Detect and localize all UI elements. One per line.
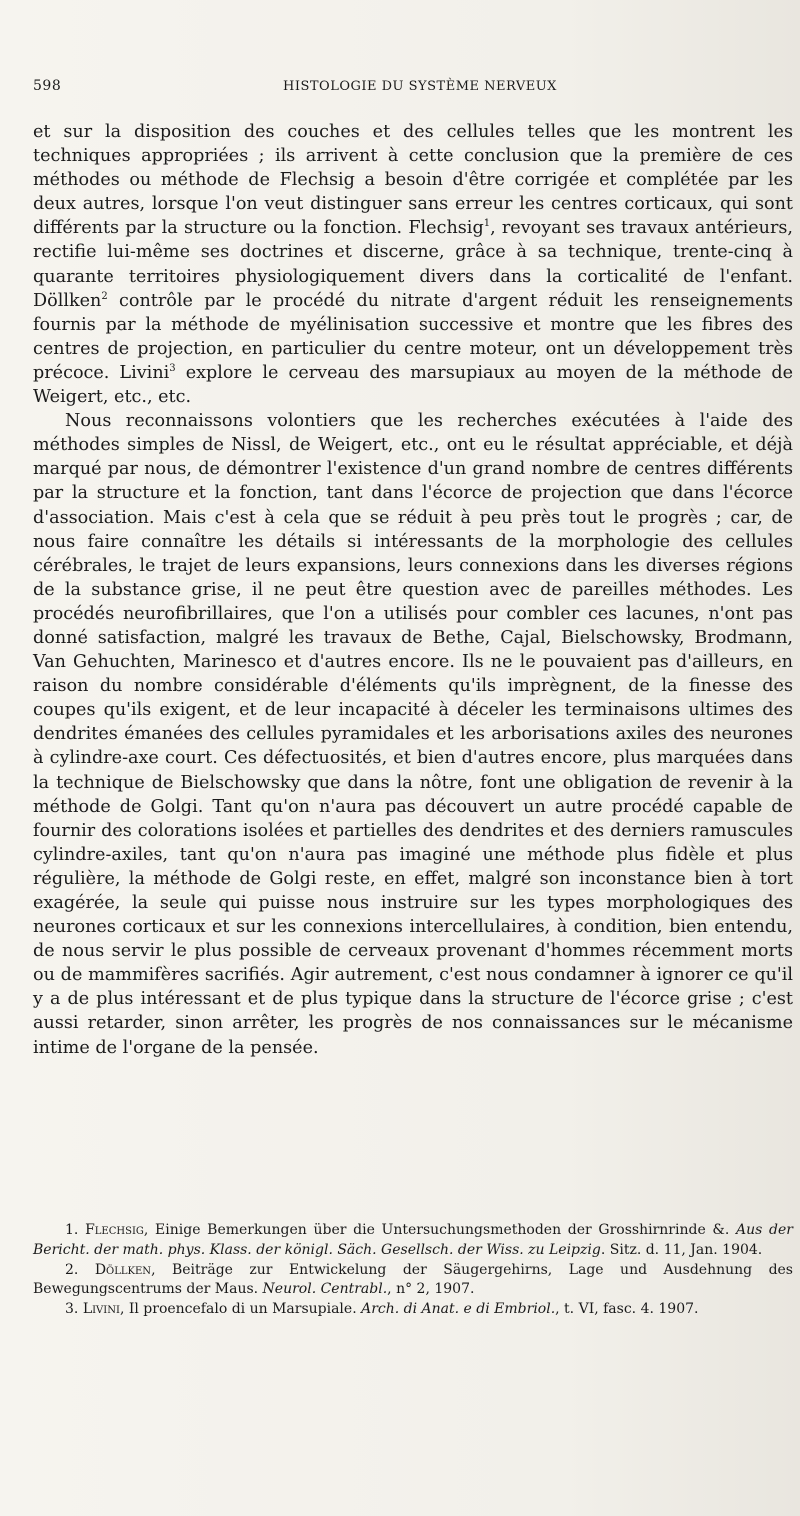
paragraph-1 — [33, 120, 793, 409]
footnote-author: Döllken — [94, 1261, 152, 1278]
footnote-reference: Aus der Bericht. der math. phys. Klass. der königl. Säch. Gesellsch. der Wiss. zu Leipzig — [33, 1222, 793, 1258]
footnote-text: , Il proencefalo di un Marsupiale. — [119, 1301, 362, 1318]
footnote-3 — [33, 1300, 793, 1320]
paragraph-1-part-a: et sur la disposition des couches et des cellules telles que les montrent les techniques appropriées ; ils arrivent à cette conclusion que la première de ces méthodes ou méthode de Flechsig a besoin d'être corrigée et complétée par les deux autres, lorsque l'on veut distinguer sans erreur les centres corticaux, qui sont différents par la structure ou la fonction. Flechsig — [33, 122, 793, 239]
paragraph-1-part-b: , revoyant ses travaux antérieurs, rectifie lui-même ses doctrines et discerne, grâce à sa technique, trente-cinq à quarante territoires physiologiquement divers dans la corticalité de l'enfant. Döllken — [33, 218, 793, 311]
paragraph-1-part-d: explore le cerveau des marsupiaux au moyen de la méthode de Weigert, etc., etc. — [33, 362, 793, 408]
paragraph-2: Nous reconnaissons volontiers que les recherches exécutées à l'aide des méthodes simples de Nissl, de Weigert, etc., ont eu le résultat appréciable, et déjà marqué par nous, de démontrer l'existence d'un grand nombre de centres différents par la structure et la fonction, tant dans l'écorce de projection que dans l'écorce d'association. Mais c'est à cela que se réduit à peu près tout le progrès ; car, de nous faire connaître les détails si intéressants de la morphologie des cellules cérébrales, le trajet de leurs expansions, leurs connexions dans les diverses régions de la substance grise, il ne peut être question avec de pareilles méthodes. Les procédés neurofibrillaires, que l'on a utilisés pour combler ces lacunes, n'ont pas donné satisfaction, malgré les travaux de Bethe, Cajal, Bielschowsky, Brodmann, Van Gehuchten, Marinesco et d'autres encore. Ils ne le pouvaient pas d'ailleurs, en raison du nombre considérable d'éléments qu'ils imprègnent, de la finesse des coupes qu'ils exigent, et de leur incapacité à déceler les terminaisons ultimes des dendrites émanées des cellules pyramidales et les arborisations axiles des neurones à cylindre-axe court. Ces défectuosités, et bien d'autres encore, plus marquées dans la technique de Bielschowsky que dans la nôtre, font une obligation de revenir à la méthode de Golgi. Tant qu'on n'aura pas découvert un autre procédé capable de fournir des colorations isolées et partielles des dendrites et des derniers ramuscules cylindre-axiles, tant qu'on n'aura pas imaginé une méthode plus fidèle et plus régulière, la méthode de Golgi reste, en effet, malgré son inconstance bien à tort exagérée, la seule qui puisse nous instruire sur les types morphologiques des neurones corticaux et sur les connexions intercellulaires, à condition, bien entendu, de nous servir le plus possible de cerveaux provenant d'hommes récemment morts ou de mammifères sacrifiés. Agir autrement, c'est nous condamner à ignorer ce qu'il y a de plus intéressant et de plus typique dans la structure de l'écorce grise ; c'est aussi retarder, sinon arrêter, les progrès de nos connaissances sur le mécanisme intime de l'organe de la pensée. — [33, 411, 793, 1058]
footnote-ref-3: 3 — [169, 363, 176, 375]
footnote-text-end: , n° 2, 1907. — [387, 1281, 475, 1298]
footnote-reference: Neurol. Centrabl. — [262, 1281, 388, 1298]
paragraph-1-part-c: contrôle par le procédé du nitrate d'argent réduit les renseignements fournis par la méthode de myélinisation successive et montre que les fibres des centres de projection, en particulier du centre moteur, ont un développement très précoce. Livini — [33, 290, 793, 383]
page-number: 598 — [33, 78, 62, 94]
body-text — [33, 120, 793, 1060]
footnote-ref-1: 1 — [483, 218, 491, 230]
footnote-text-end: , t. VI, fasc. 4. 1907. — [555, 1301, 699, 1318]
footnote-number: 3. — [65, 1301, 79, 1318]
running-title: HISTOLOGIE DU SYSTÈME NERVEUX — [283, 79, 557, 94]
footnote-text-end: . Sitz. d. 11, Jan. 1904. — [600, 1241, 763, 1258]
footnote-ref-2: 2 — [101, 290, 108, 302]
footnote-text: , Beiträge zur Entwickelung der Säugergehirns, Lage und Ausdehnung des Bewegungscentrums der Maus. — [33, 1261, 793, 1298]
footnote-1 — [33, 1221, 793, 1261]
footnote-number: 2. — [65, 1261, 79, 1278]
running-head — [33, 78, 773, 94]
footnote-author: Livini — [82, 1301, 120, 1318]
footnote-number: 1. — [65, 1222, 79, 1238]
footnote-author: Flechsig — [85, 1222, 144, 1238]
footnotes — [33, 1221, 793, 1320]
footnote-text: , Einige Bemerkungen über die Untersuchungsmethoden der Grosshirnrinde &. — [143, 1222, 737, 1238]
footnote-reference: Arch. di Anat. e di Embriol. — [361, 1301, 556, 1318]
footnote-2 — [33, 1261, 793, 1301]
